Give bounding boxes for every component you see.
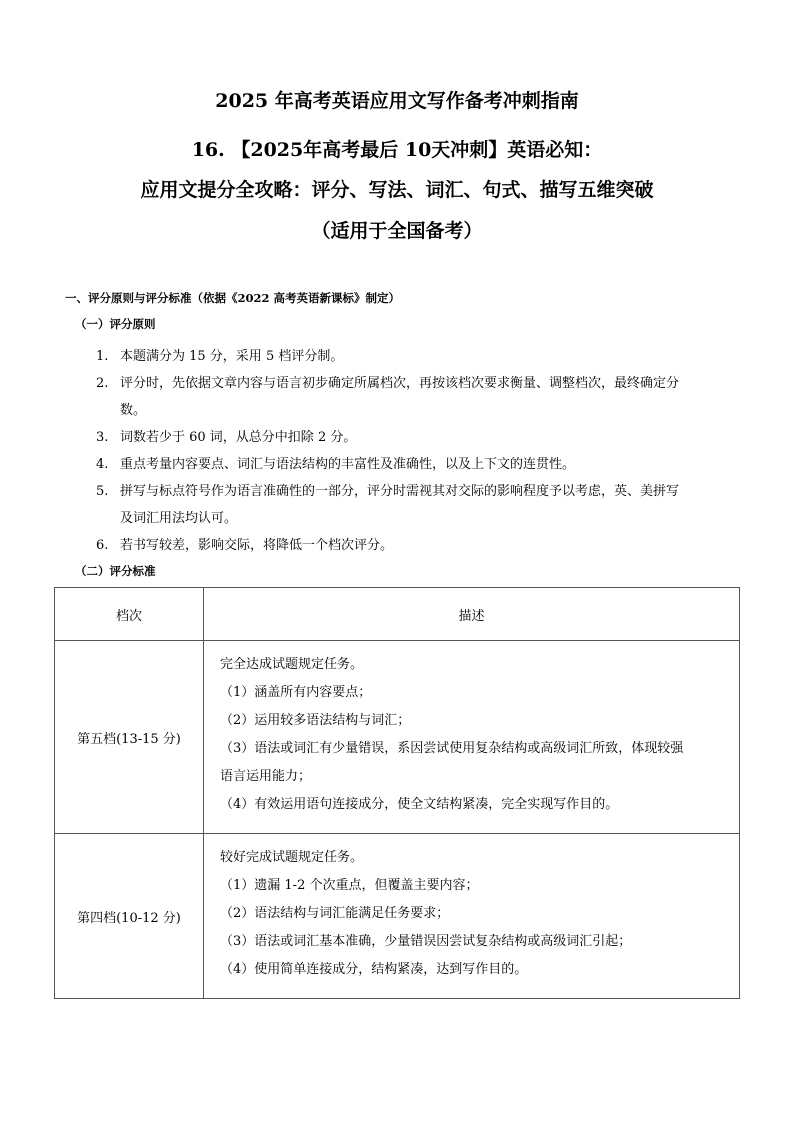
title-line-4: （适用于全国备考） [311, 220, 483, 242]
principle-item [96, 532, 736, 559]
principle-item [96, 451, 736, 478]
principle-text: 本题满分为 15 分，采用 5 档评分制。 [120, 349, 344, 364]
title-line-3: 应用文提分全攻略：评分、写法、词汇、句式、描写五维突破 [140, 179, 654, 201]
description-line: 完全达成试题规定任务。 [220, 657, 364, 672]
principle-number: 5. [96, 484, 109, 499]
header-description: 描述 [204, 588, 740, 641]
description-line: （4）有效运用语句连接成分，使全文结构紧凑，完全实现写作目的。 [220, 797, 619, 812]
principle-number: 4. [96, 457, 109, 472]
level-cell: 第四档(10-12 分) [55, 834, 204, 999]
principle-item [96, 370, 736, 424]
principle-number: 3. [96, 430, 109, 445]
description-line: （1）遗漏 1-2 个次重点，但覆盖主要内容； [220, 878, 479, 893]
title-line-2: 16. 【2025年高考最后 10天冲刺】英语必知： [191, 139, 603, 161]
description-line: （2）运用较多语法结构与词汇； [220, 713, 411, 728]
table-row [55, 641, 740, 834]
description-line: 较好完成试题规定任务。 [220, 850, 364, 865]
description-line: 语言运用能力； [220, 769, 312, 784]
principle-number: 1. [96, 349, 109, 364]
header-level: 档次 [55, 588, 204, 641]
principle-text-continued: 及词汇用法均认可。 [120, 511, 238, 526]
section-heading: 一、评分原则与评分标准（依据《2022 高考英语新课标》制定） [65, 291, 401, 305]
criteria-heading: （二）评分标准 [75, 564, 156, 578]
principle-item [96, 343, 736, 370]
principle-text-continued: 数。 [120, 403, 147, 418]
principle-text: 词数若少于 60 词，从总分中扣除 2 分。 [120, 430, 357, 445]
principle-item [96, 478, 736, 532]
principles-heading: （一）评分原则 [75, 317, 156, 331]
title-line-1: 2025 年高考英语应用文写作备考冲刺指南 [215, 90, 579, 112]
description-cell [204, 641, 740, 834]
principles-list [96, 343, 736, 559]
principle-number: 6. [96, 538, 109, 553]
description-line: （4）使用简单连接成分，结构紧凑，达到写作目的。 [220, 962, 528, 977]
principle-text: 拼写与标点符号作为语言准确性的一部分，评分时需视其对交际的影响程度予以考虑，英、美拼写 [120, 484, 680, 499]
principle-number: 2. [96, 376, 109, 391]
description-line: （3）语法或词汇基本准确，少量错误因尝试复杂结构或高级词汇引起； [220, 934, 632, 949]
principle-item [96, 424, 736, 451]
principle-text: 重点考量内容要点、词汇与语法结构的丰富性及准确性，以及上下文的连贯性。 [120, 457, 576, 472]
criteria-table [54, 587, 740, 999]
table-header-row [55, 588, 740, 641]
description-line: （1）涵盖所有内容要点； [220, 685, 372, 700]
description-line: （2）语法结构与词汇能满足任务要求； [220, 906, 450, 921]
description-cell [204, 834, 740, 999]
table-row [55, 834, 740, 999]
principle-text: 评分时，先依据文章内容与语言初步确定所属档次，再按该档次要求衡量、调整档次，最终确定分 [120, 376, 680, 391]
description-line: （3）语法或词汇有少量错误，系因尝试使用复杂结构或高级词汇所致，体现较强 [220, 741, 684, 756]
level-cell: 第五档(13-15 分) [55, 641, 204, 834]
principle-text: 若书写较差，影响交际，将降低一个档次评分。 [120, 538, 394, 553]
